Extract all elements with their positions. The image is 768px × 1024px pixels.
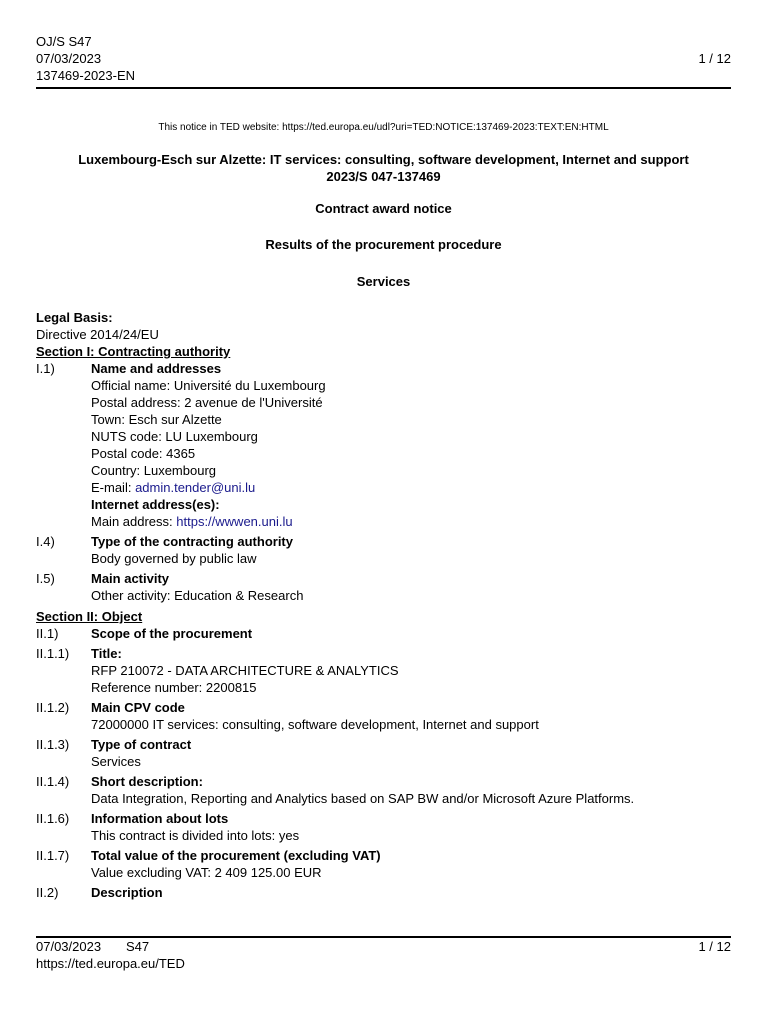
town: Town: Esch sur Alzette [91,412,222,427]
email-link[interactable]: admin.tender@uni.lu [135,480,256,495]
section-title: Type of the contracting authority [91,534,293,549]
section-title: Information about lots [91,811,229,826]
document-page [36,0,731,1024]
section-value: Value excluding VAT: 2 409 125.00 EUR [91,865,322,880]
country: Country: Luxembourg [91,463,217,478]
section-title: Main CPV code [91,700,185,715]
section-value: RFP 210072 - DATA ARCHITECTURE & ANALYTICS [91,663,399,678]
nuts-code: NUTS code: LU Luxembourg [91,429,258,444]
section-ii12 [36,699,731,733]
section-ii2 [36,884,731,901]
email-label: E-mail: [91,480,136,495]
footer-date: 07/03/2023 [36,939,102,954]
section-value: This contract is divided into lots: yes [91,828,300,843]
section1-heading: Section I: Contracting authority [36,344,231,359]
notice-title-line2: 2023/S 047-137469 [326,169,441,184]
section2-heading: Section II: Object [36,609,143,624]
page-header [36,33,731,89]
section-number: II.2) [36,885,59,900]
section-number: II.1.1) [36,646,70,661]
header-oj: OJ/S S47 [36,34,92,49]
header-date: 07/03/2023 [36,51,102,66]
section-ii16 [36,810,731,844]
section-number: II.1.3) [36,737,70,752]
section-i4 [36,533,731,567]
section-number: II.1) [36,626,59,641]
section-ii17 [36,847,731,881]
section-i5 [36,570,731,604]
section-number: II.1.2) [36,700,70,715]
section-title: Type of contract [91,737,192,752]
footer-oj: S47 [126,939,150,954]
section-value: 72000000 IT services: consulting, software development, Internet and support [91,717,539,732]
legal-basis-label: Legal Basis: [36,310,113,325]
section-number: II.1.6) [36,811,70,826]
header-notice-id: 137469-2023-EN [36,68,136,83]
section-title: Main activity [91,571,170,586]
notice-body [36,309,731,901]
footer-ted-link[interactable]: https://ted.europa.eu/TED [36,956,185,971]
section-ii14 [36,773,731,807]
official-name: Official name: Université du Luxembourg [91,378,326,393]
main-address-row [91,513,731,530]
postal-code: Postal code: 4365 [91,446,196,461]
section-title: Name and addresses [91,361,222,376]
section-title: Title: [91,646,122,661]
legal-basis-value: Directive 2014/24/EU [36,327,159,342]
section-value: Body governed by public law [91,551,257,566]
section-ii11 [36,645,731,696]
section-ii1 [36,625,731,642]
section-number: I.4) [36,534,55,549]
notice-title-line1: Luxembourg-Esch sur Alzette: IT services: consulting, software development, Internet and support [78,152,689,167]
category-heading: Services [356,274,411,289]
section-value: Data Integration, Reporting and Analytics based on SAP BW and/or Microsoft Azure Platforms. [91,791,635,806]
ted-notice-url[interactable]: This notice in TED website: https://ted.europa.eu/udl?uri=TED:NOTICE:137469-2023:TEXT:EN:HTML [158,122,609,133]
section-number: II.1.4) [36,774,70,789]
section-number: II.1.7) [36,848,70,863]
section-title: Short description: [91,774,203,789]
header-page-number: 1 / 12 [698,51,731,66]
notice-type: Contract award notice [315,201,452,216]
footer-page-number: 1 / 12 [698,939,731,954]
section-title: Scope of the procurement [91,626,253,641]
section-ii13 [36,736,731,770]
section-title: Description [91,885,163,900]
results-heading: Results of the procurement procedure [265,237,502,252]
section-value: Other activity: Education & Research [91,588,304,603]
main-address-label: Main address: [91,514,177,529]
section-title: Total value of the procurement (excluding VAT) [91,848,381,863]
internet-address-label: Internet address(es): [91,497,220,512]
page-footer [36,936,731,971]
postal-address: Postal address: 2 avenue de l'Université [91,395,323,410]
section-number: I.1) [36,361,55,376]
main-address-link[interactable]: https://wwwen.uni.lu [176,514,293,529]
section-number: I.5) [36,571,55,586]
section-i1 [36,360,731,530]
email-row [91,479,731,496]
section-value: Services [91,754,141,769]
notice-title [36,151,731,185]
reference-number: Reference number: 2200815 [91,680,257,695]
